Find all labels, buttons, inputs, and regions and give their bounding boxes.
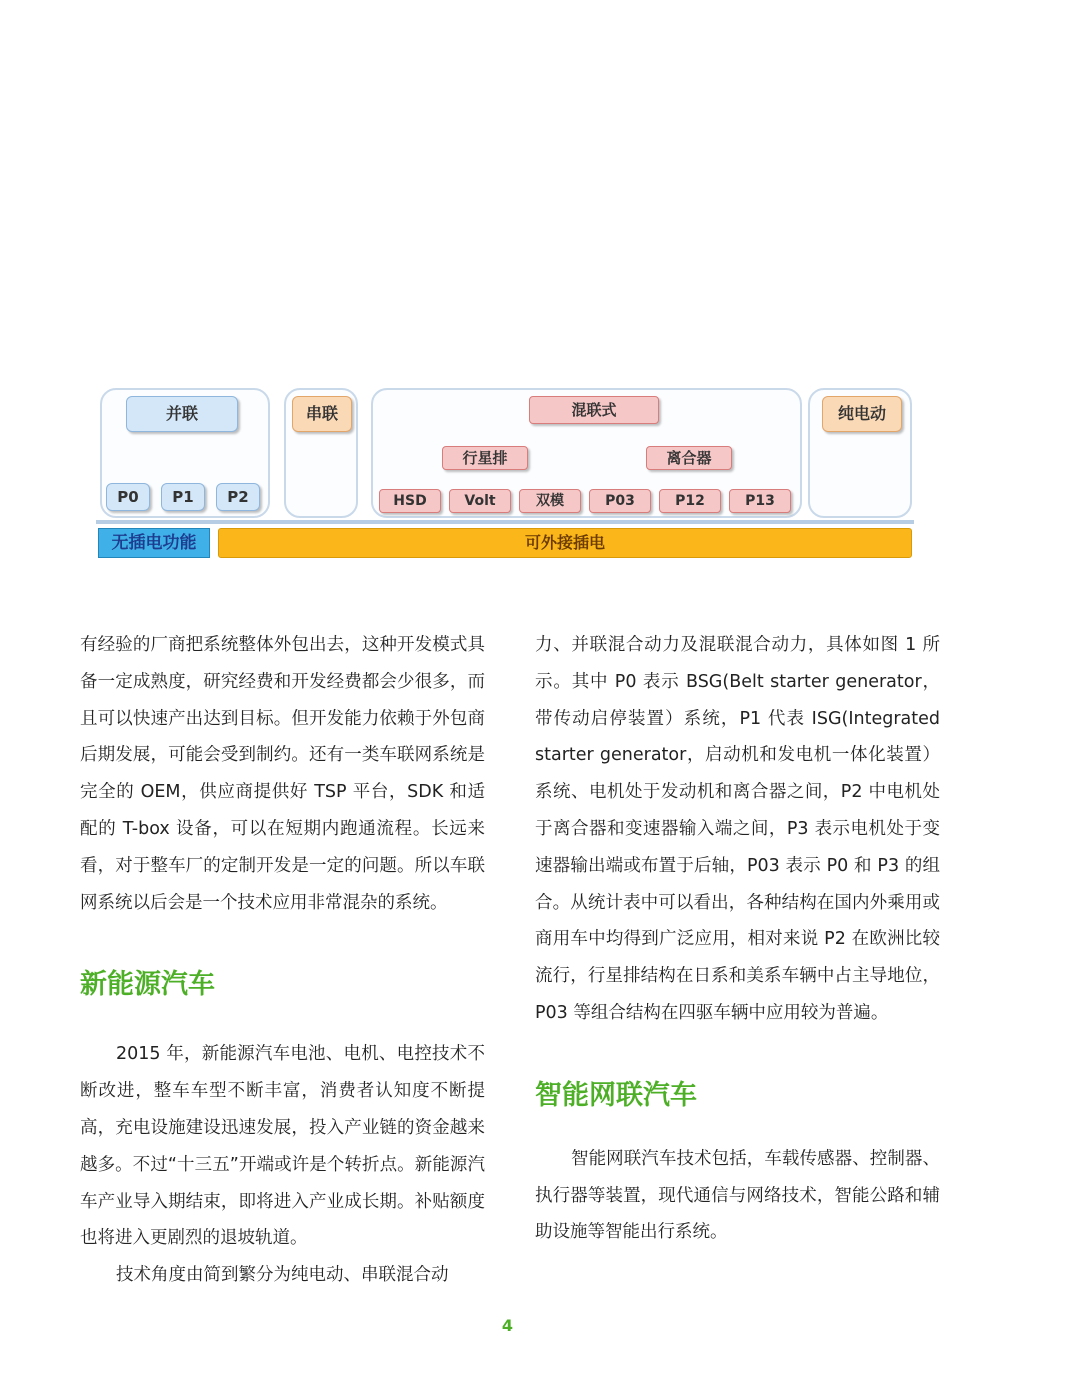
p0-node: P0: [106, 483, 150, 511]
hybrid-node: 混联式: [529, 396, 659, 424]
left-paragraph-1: 有经验的厂商把系统整体外包出去，这种开发模式具备一定成熟度，研究经费和开发经费都会少很多，而且可以快速产出达到目标。但开发能力依赖于外包商后期发展，可能会受到制约。还有一类车联网系统是完全的 OEM，供应商提供好 TSP 平台，SDK 和适配的 T-box 设备，可以在短期内跑通流程。长远来看，对于整车厂的定制开发是一定的问题。所以车联网系统以后会是一个技术应用非常混杂的系统。: [80, 635, 485, 913]
section-heading-new-energy: 新能源汽车: [80, 969, 215, 1001]
right-paragraph-2: 智能网联汽车技术包括，车载传感器、控制器、执行器等装置，现代通信与网络技术，智能公路和辅助设施等智能出行系统。: [535, 1148, 940, 1243]
p2-node: P2: [216, 483, 260, 511]
p13-node: P13: [729, 489, 791, 513]
parallel-node: 并联: [126, 396, 238, 432]
planetary-node: 行星排: [442, 446, 528, 470]
left-paragraph-3: 技术角度由简到繁分为纯电动、串联混合动: [116, 1265, 449, 1286]
p1-node: P1: [161, 483, 205, 511]
dual-mode-node: 双模: [519, 489, 581, 513]
volt-node: Volt: [449, 489, 511, 513]
right-paragraph-1: 力、并联混合动力及混联混合动力，具体如图 1 所示。其中 P0 表示 BSG(Belt starter generator，带传动启停装置）系统，P1 代表 ISG(Integrated starter generator，启动机和发电机一体化装置）系统、电机处于发动机和离合器之间，P2 中电机处于离合器和变速器输入端之间，P3 表示电机处于变速器输出端或布置于后轴，P03 表示 P0 和 P3 的组合。从统计表中可以看出，各种结构在国内外乘用或商用车中均得到广泛应用，相对来说 P2 在欧洲比较流行，行星排结构在日系和美系车辆中占主导地位，P03 等组合结构在四驱车辆中应用较为普遍。: [535, 635, 940, 1023]
hsd-node: HSD: [379, 489, 441, 513]
ev-node: 纯电动: [822, 396, 902, 432]
series-node: 串联: [292, 396, 352, 432]
clutch-node: 离合器: [646, 446, 732, 470]
page-number: 4: [501, 1316, 514, 1335]
right-column: [535, 627, 940, 1251]
plugin-bar: 可外接插电: [218, 528, 912, 558]
p03-node: P03: [589, 489, 651, 513]
p12-node: P12: [659, 489, 721, 513]
no-plugin-bar: 无插电功能: [98, 528, 210, 558]
left-column: [80, 627, 485, 1294]
diagram-divider: [96, 520, 914, 524]
left-paragraph-2: 2015 年，新能源汽车电池、电机、电控技术不断改进，整车车型不断丰富，消费者认知度不断提高，充电设施建设迅速发展，投入产业链的资金越来越多。不过“十三五”开端或许是个转折点。新能源汽车产业导入期结束，即将进入产业成长期。补贴额度也将进入更剧烈的退坡轨道。: [80, 1044, 485, 1249]
hybrid-architecture-diagram: [96, 386, 916, 564]
section-heading-intelligent-connected: 智能网联汽车: [535, 1079, 697, 1111]
